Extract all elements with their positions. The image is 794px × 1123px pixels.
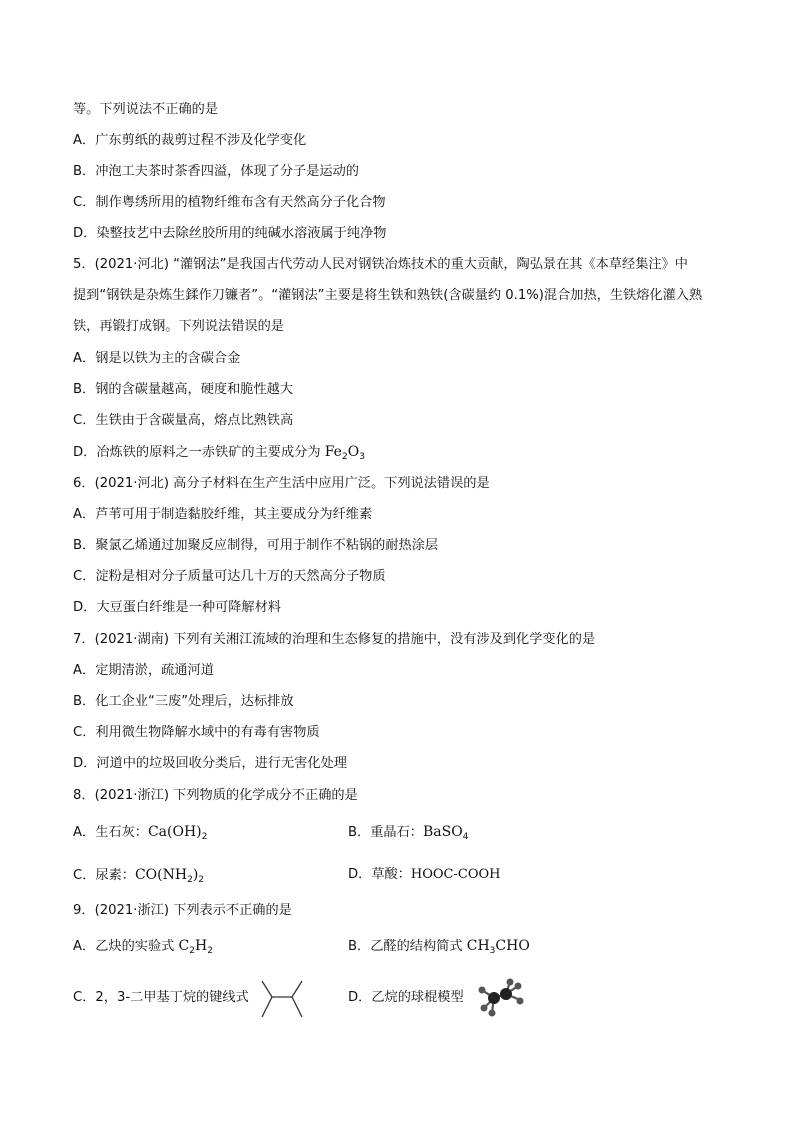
q9-stem: 9．(2021·浙江) 下列表示不正确的是: [73, 903, 292, 918]
q8-c-label: C．尿素：: [73, 868, 135, 883]
q9-b-label: B．乙醛的结构简式: [348, 939, 467, 954]
q5-option-c: C．生铁由于含碳量高，熔点比熟铁高: [73, 413, 294, 428]
q8-option-c: [73, 866, 204, 889]
q6-option-c: C．淀粉是相对分子质量可达几十万的天然高分子物质: [73, 569, 386, 584]
q5-option-d-text: D．冶炼铁的原料之一赤铁矿的主要成分为: [73, 445, 325, 460]
q7-option-d: D．河道中的垃圾回收分类后，进行无害化处理: [73, 756, 347, 771]
q9-a-c: C: [178, 938, 190, 954]
q7-option-b: B．化工企业“三废”处理后，达标排放: [73, 694, 294, 709]
q4-stem-tail: 等。下列说法不正确的是: [73, 102, 219, 117]
q8-b-sub: 4: [462, 832, 469, 842]
q8-a-sub: 2: [201, 832, 208, 842]
q5-stem-line3: 铁，再锻打成钢。下列说法错误的是: [73, 319, 284, 334]
q9-b-cho: CHO: [495, 938, 530, 954]
q9-a-label: A．乙炔的实验式: [73, 939, 179, 954]
q4-option-c: C．制作粤绣所用的植物纤维布含有天然高分子化合物: [73, 195, 386, 210]
skeletal-formula-2-3-dimethylbutane: [258, 977, 306, 1021]
q8-d-label: D．草酸：: [348, 867, 411, 882]
q6-stem: 6．(2021·河北) 高分子材料在生产生活中应用广泛。下列说法错误的是: [73, 476, 490, 491]
q9-b-ch: CH: [466, 938, 490, 954]
q9-option-d: [348, 989, 464, 1007]
q5-d-formula-o: O: [347, 444, 360, 460]
q8-stem: 8．(2021·浙江) 下列物质的化学成分不正确的是: [73, 788, 358, 803]
ethane-ball-and-stick-model: [474, 978, 526, 1020]
q5-d-sub2: 3: [359, 452, 365, 462]
q5-d-sub1: 2: [341, 452, 348, 462]
q9-d-label: D．乙烷的球棍模型: [348, 990, 464, 1005]
q4-option-a: A．广东剪纸的裁剪过程不涉及化学变化: [73, 133, 307, 148]
q8-a-label: A．生石灰：: [73, 825, 148, 840]
q8-option-a: [73, 823, 207, 846]
q9-a-h: H: [194, 938, 208, 954]
q8-c-sub2: 2: [198, 875, 205, 885]
q8-c-paren: ): [192, 867, 199, 883]
q4-option-d: D．染整技艺中去除丝胶所用的纯碱水溶液属于纯净物: [73, 226, 387, 241]
q9-option-c: [73, 989, 249, 1007]
q8-a-formula: Ca(OH): [147, 824, 202, 840]
q5-option-d: [73, 443, 365, 466]
q7-stem: 7．(2021·湖南) 下列有关湘江流域的治理和生态修复的措施中，没有涉及到化学变化的是: [73, 632, 596, 647]
q9-a-sub1: 2: [189, 946, 195, 956]
q5-option-b: B．钢的含碳量越高，硬度和脆性越大: [73, 382, 294, 397]
q8-b-formula: BaSO: [422, 824, 463, 840]
q6-option-b: B．聚氯乙烯通过加聚反应制得，可用于制作不粘锅的耐热涂层: [73, 538, 439, 553]
q7-option-a: A．定期清淤，疏通河道: [73, 663, 214, 678]
q7-option-c: C．利用微生物降解水域中的有毒有害物质: [73, 725, 320, 740]
q9-b-sub: 3: [489, 946, 496, 956]
q5-d-formula-fe: Fe: [324, 444, 342, 460]
q9-c-label: C．2，3-二甲基丁烷的键线式: [73, 990, 249, 1005]
q8-b-label: B．重晶石：: [348, 825, 423, 840]
q8-d-formula: HOOC-COOH: [410, 867, 501, 882]
q9-option-a: [73, 937, 213, 960]
q6-option-a: A．芦苇可用于制造黏胶纤维，其主要成分为纤维素: [73, 507, 373, 522]
q8-option-d: [348, 866, 501, 884]
q8-option-b: [348, 823, 468, 846]
q8-c-formula: CO(NH: [134, 867, 188, 883]
q5-stem-line2: 提到“钢铁是杂炼生鍒作刀镰者”。“灌钢法”主要是将生铁和熟铁(含碳量约 0.1%)混合加热，生铁熔化灌入熟: [73, 288, 703, 303]
q9-option-b: [348, 937, 530, 960]
q9-a-sub2: 2: [207, 946, 213, 956]
q5-option-a: A．钢是以铁为主的含碳合金: [73, 351, 241, 366]
q6-option-d: D．大豆蛋白纤维是一种可降解材料: [73, 600, 281, 615]
q5-stem-line1: 5．(2021·河北) “灌钢法”是我国古代劳动人民对钢铁冶炼技术的重大贡献，陶弘景在其《本草经集注》中: [73, 257, 688, 272]
q8-c-sub1: 2: [187, 875, 193, 885]
q4-option-b: B．冲泡工夫茶时茶香四溢，体现了分子是运动的: [73, 164, 359, 179]
